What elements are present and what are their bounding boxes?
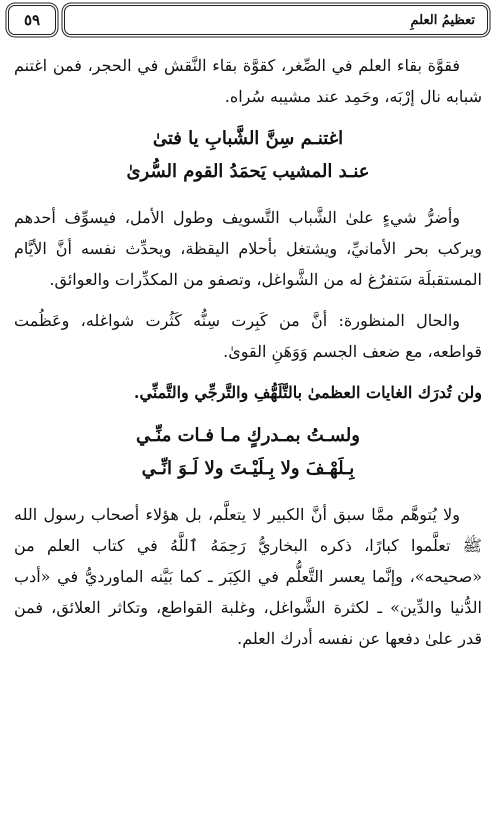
- paragraph-2: وأضرُّ شيءٍ علىٰ الشَّباب التَّسويف وطول الأمل، فيسوِّف أحدهم ويركب بحر الأمانيِّ، ويشتغل بأحلام اليقظة، ويحدِّث نفسه أنَّ الأيَّام المستقبلَة سَتفرُغ له من الشَّواغل، وتصفو من المكدِّرات والعوائق.: [14, 208, 483, 289]
- verse-2: [14, 419, 482, 485]
- page-body: [14, 50, 482, 654]
- page-header: [4, 5, 492, 37]
- paragraph-1: فقوَّة بقاء العلم في الصِّغر، كقوَّة بقاء النَّقش في الحجر، فمن اغتنم شبابه نال إرْبَه، وحَمِد عند مشيبه سُراه.: [14, 56, 482, 106]
- verse-1: [14, 122, 482, 188]
- page-number-box: [8, 5, 56, 35]
- paragraph-3: والحال المنظورة: أنَّ من كَبِرت سِنُّه كَثُرت شواغله، وعَظُمت قواطعه، مع ضعف الجسم وَوَهَنِ القوىٰ.: [14, 311, 482, 361]
- verse-1-line-1: اغتنـم سِنَّ الشَّبابِ يا فتىٰ: [152, 128, 344, 149]
- verse-2-line-2: بِـلَهْـفَ ولا بِـلَيْـتَ ولا لَـوَ انِّـي: [141, 458, 355, 479]
- verse-2-line-1: ولسـتُ بمـدركٍ مـا فـات منِّـي: [136, 425, 360, 446]
- paragraph-4: ولا يُتوهَّم ممَّا سبق أنَّ الكبير لا يتعلَّم، بل هؤلاء أصحاب رسول الله ﷺ تعلَّموا كبارًا، ذكره البخاريُّ رَحِمَهُ ٱللَّهُ في كتاب العلم من «صحيحه»، وإنَّما يعسر التَّعلُّم في الكِبَر ـ كما بَيَّنه الماورديُّ في «أدب الدُّنيا والدِّين» ـ لكثرة الشَّواغل، وغلبة القواطع، وتكاثر العلائق، فمن قدر علىٰ دفعها عن نفسه أدرك العلم.: [14, 505, 482, 648]
- running-title: تعظيمُ العلمِ: [410, 12, 475, 28]
- verse-1-line-2: عنـد المشيب يَحمَدُ القوم السُّرىٰ: [126, 161, 370, 182]
- page-number: ٥٩: [23, 11, 41, 29]
- running-title-box: [64, 5, 488, 35]
- bold-statement: ولن تُدرَك الغايات العظمىٰ بالتَّلَهُّفِ والتَّرجِّي والتَّمنِّي.: [133, 383, 482, 402]
